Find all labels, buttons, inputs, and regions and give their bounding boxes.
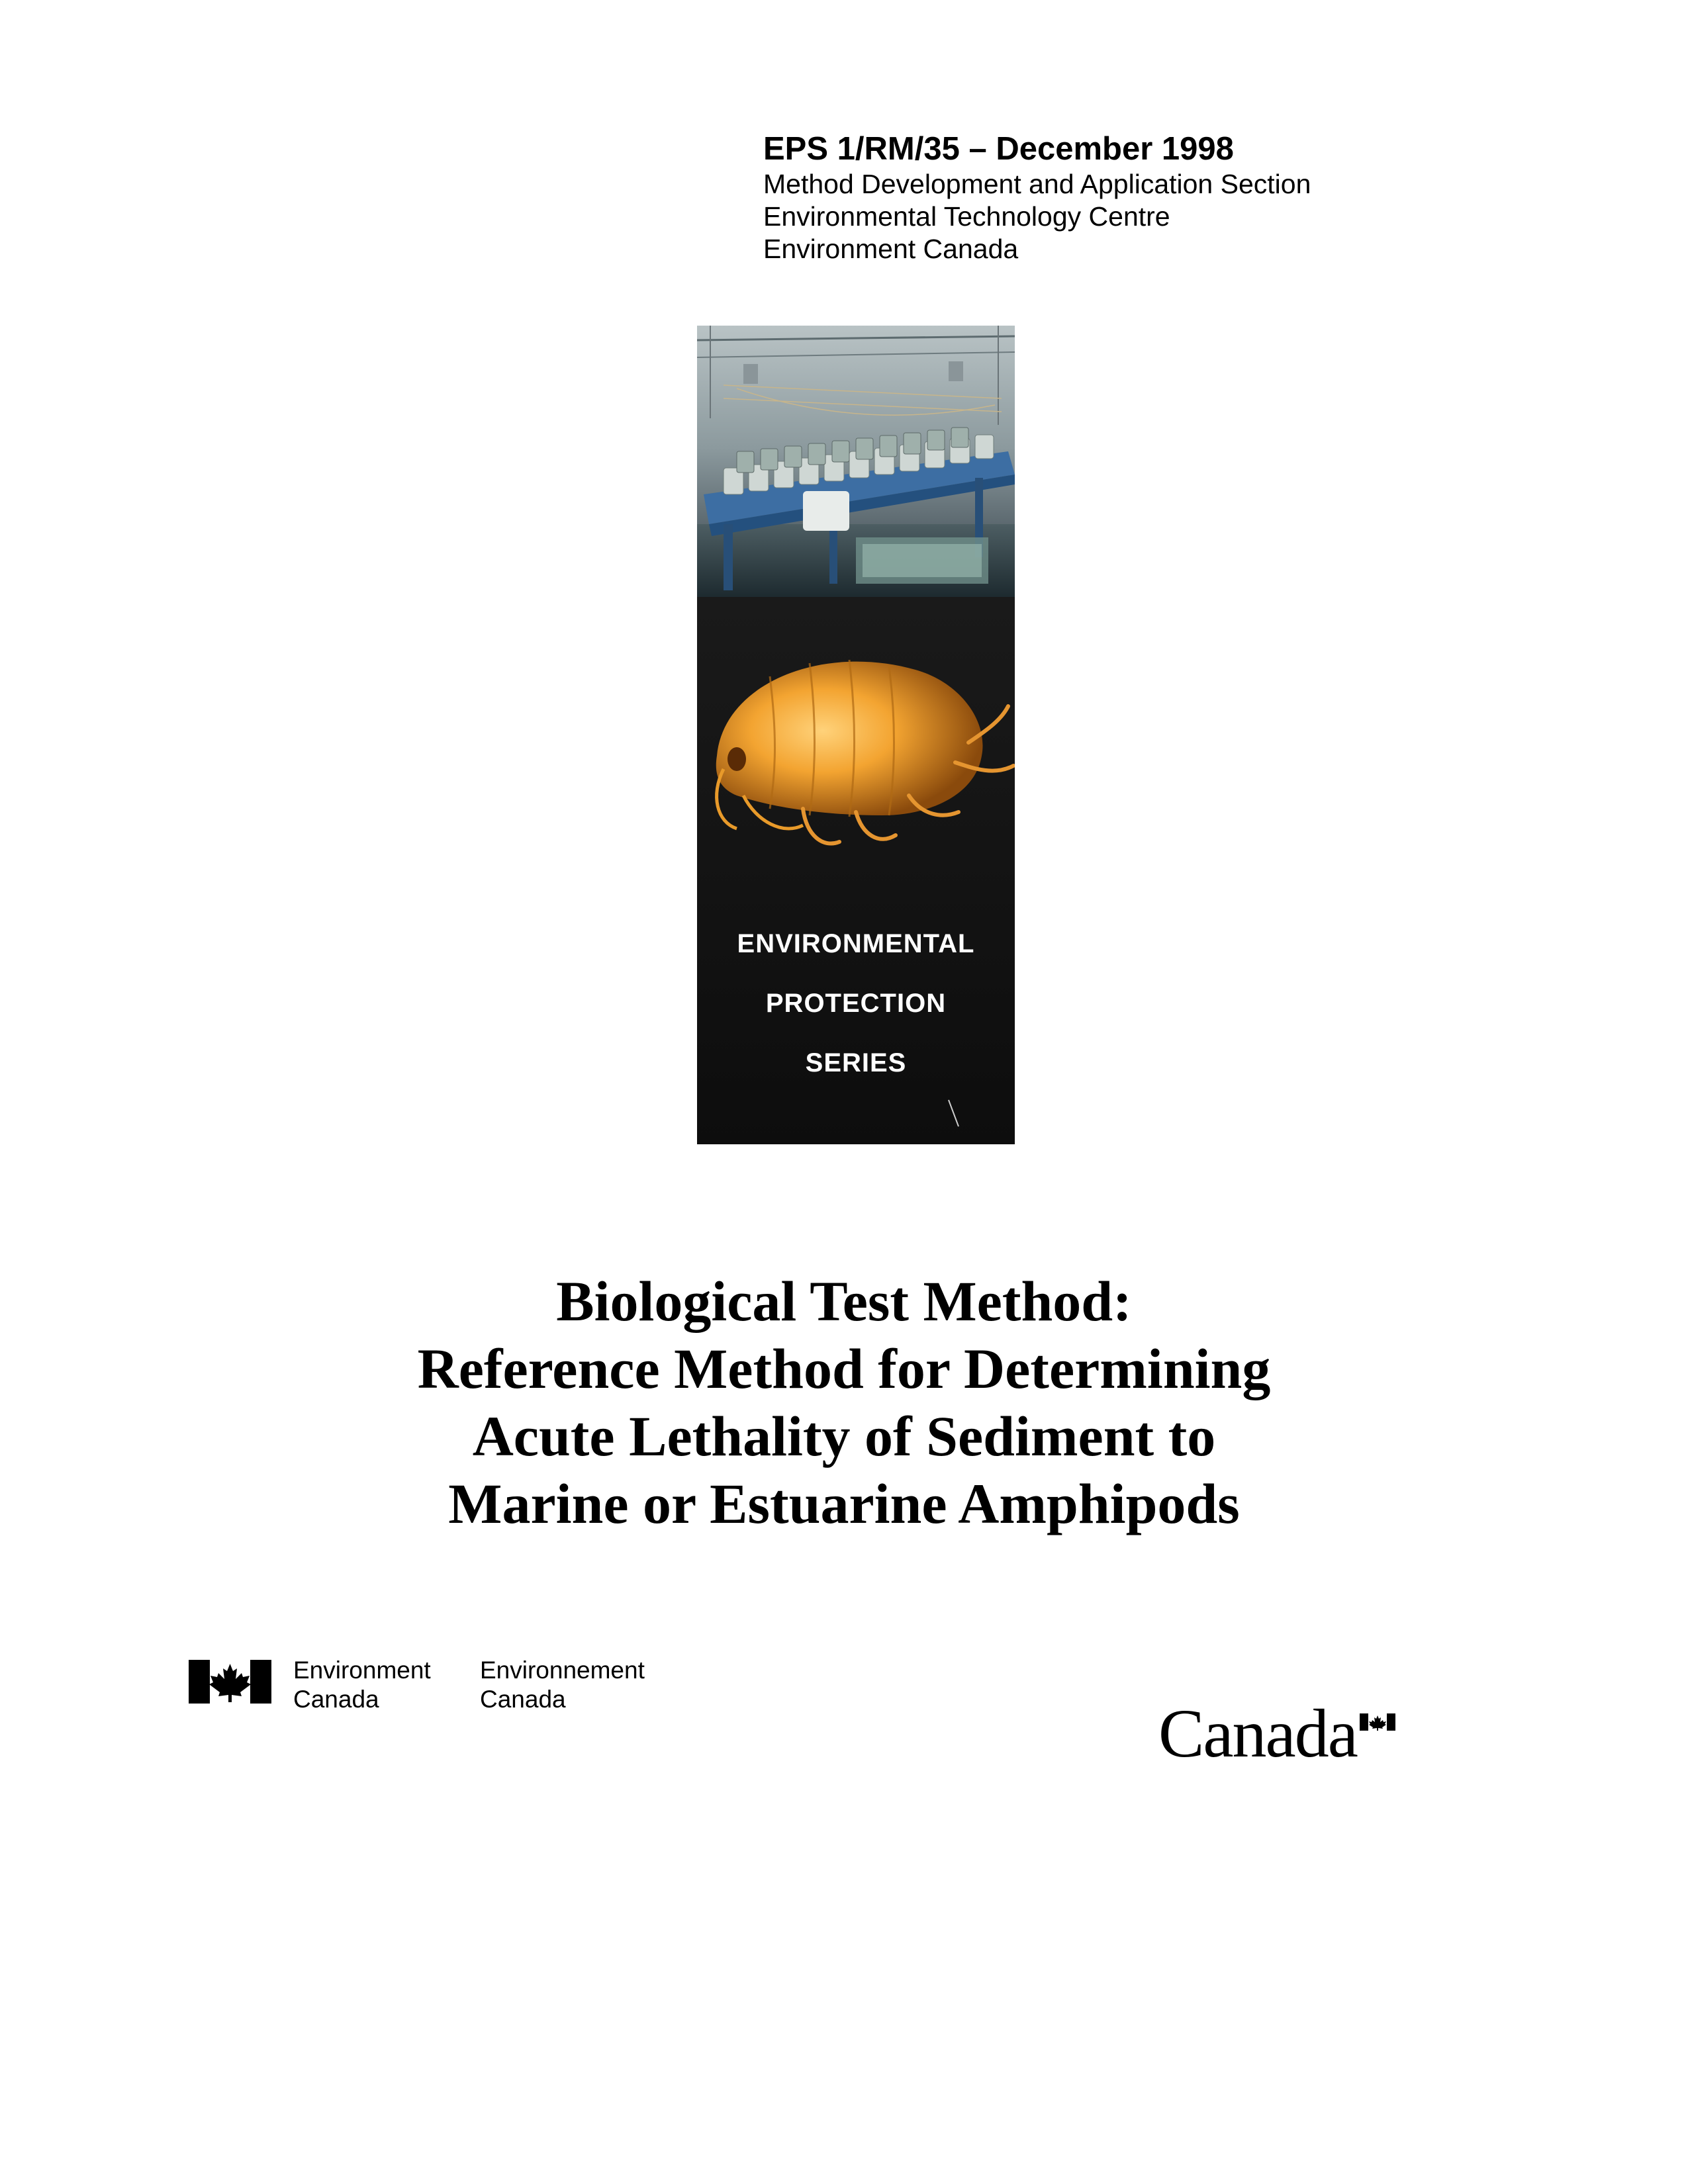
document-title <box>182 1267 1506 1537</box>
centre-name: Environmental Technology Centre <box>763 201 1170 232</box>
signature-english-line-2: Canada <box>293 1686 379 1713</box>
wordmark-text: Canada <box>1158 1696 1357 1772</box>
canada-flag-icon <box>189 1660 271 1704</box>
document-header <box>763 130 1558 265</box>
laboratory-photo <box>697 326 1015 597</box>
signature-french <box>480 1656 645 1714</box>
wordmark-flag-icon <box>1360 1713 1395 1731</box>
cover-photo-panel <box>697 326 1015 1144</box>
series-line-series: SERIES <box>805 1048 907 1077</box>
series-line-protection: PROTECTION <box>765 989 947 1018</box>
signature-english-line-1: Environment <box>293 1657 431 1684</box>
title-line-3: Acute Lethality of Sediment to <box>472 1404 1216 1468</box>
series-line-environmental: ENVIRONMENTAL <box>737 929 975 958</box>
title-line-4: Marine or Estuarine Amphipods <box>448 1472 1240 1535</box>
signature-english <box>293 1656 431 1714</box>
signature-french-line-1: Environnement <box>480 1657 645 1684</box>
section-name: Method Development and Application Section <box>763 169 1311 199</box>
title-line-2: Reference Method for Determining <box>417 1337 1271 1400</box>
canada-wordmark <box>1158 1698 1403 1770</box>
title-line-1: Biological Test Method: <box>556 1269 1132 1333</box>
department-name: Environment Canada <box>763 234 1019 264</box>
signature-french-line-2: Canada <box>480 1686 566 1713</box>
document-number: EPS 1/RM/35 – December 1998 <box>763 131 1234 167</box>
